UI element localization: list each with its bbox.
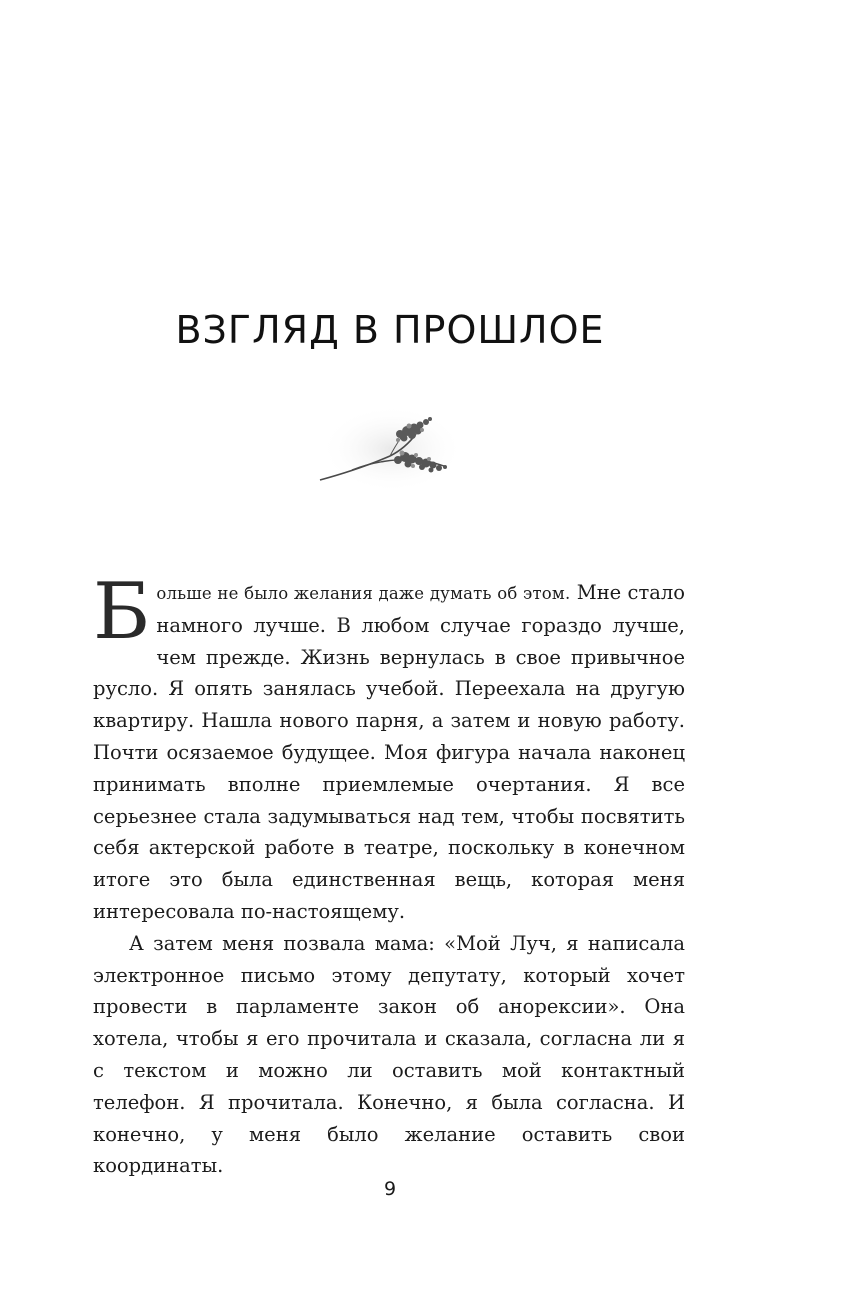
dried-flower-sprig-icon	[312, 404, 462, 494]
paragraph	[93, 567, 685, 928]
page-number: 9	[383, 1178, 397, 1200]
paragraph-text: Мне стало намного лучше. В любом случае гораздо лучше, чем прежде. Жизнь вернулась в свое привычное русло. Я опять занялась учебой. Переехала на другую квартиру. Нашла нового парня, а затем и новую работу. Почти осязаемое будущее. Моя фигура начала наконец принимать вполне приемлемые очертания. Я все серьезнее стала задумываться над тем, чтобы посвятить себя актерской работе в театре, поскольку в конечном итоге это была единственная вещь, которая меня интересовала по-настоящему.	[93, 581, 685, 923]
opening-smallcaps: ольше не было желания даже думать об этом.	[156, 584, 571, 603]
chapter-title: ВЗГЛЯД В ПРОШЛОЕ	[175, 308, 605, 352]
chapter-body	[93, 567, 685, 1182]
paragraph: А затем меня позвала мама: «Мой Луч, я написала электронное письмо этому депутату, который хочет провести в парламенте закон об анорексии». Она хотела, чтобы я его прочитала и сказала, согласна ли я с текстом и можно ли оставить мой контактный телефон. Я прочитала. Конечно, я была согласна. И конечно, у меня было желание оставить свои координаты.	[93, 931, 685, 1178]
drop-cap: Б	[93, 567, 151, 657]
